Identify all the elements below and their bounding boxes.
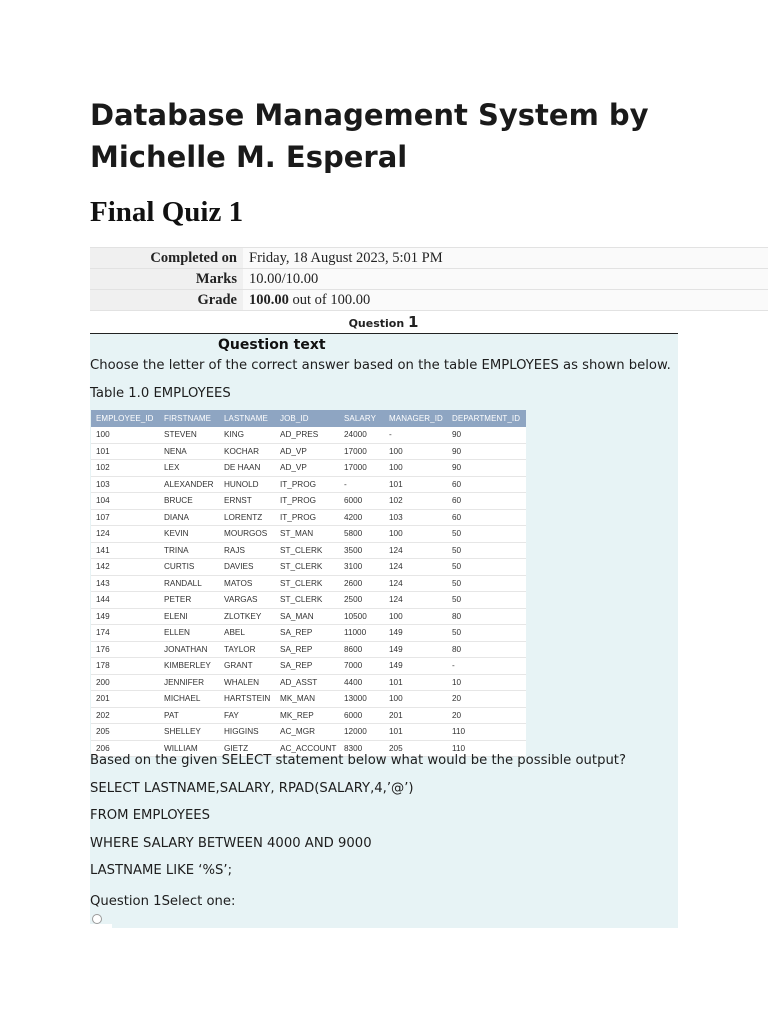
table-cell: 90 — [447, 427, 526, 443]
table-cell: 100 — [384, 460, 447, 477]
table-cell: ABEL — [219, 625, 275, 642]
employees-column-header: DEPARTMENT_ID — [447, 410, 526, 427]
table-cell: 17000 — [339, 443, 384, 460]
table-cell: LEX — [159, 460, 219, 477]
table-cell: 201 — [91, 691, 159, 708]
table-cell: ST_MAN — [275, 526, 339, 543]
table-cell: 2500 — [339, 592, 384, 609]
table-cell: ELENI — [159, 608, 219, 625]
table-cell: HARTSTEIN — [219, 691, 275, 708]
table-cell: 11000 — [339, 625, 384, 642]
table-cell: 90 — [447, 443, 526, 460]
table-cell: JONATHAN — [159, 641, 219, 658]
employees-column-header: MANAGER_ID — [384, 410, 447, 427]
table-cell: 107 — [91, 509, 159, 526]
employees-column-header: FIRSTNAME — [159, 410, 219, 427]
table-row — [91, 559, 526, 576]
sql-line: WHERE SALARY BETWEEN 4000 AND 9000 — [90, 836, 372, 851]
document-title: Database Management System by Michelle M. Esperal — [90, 98, 649, 174]
table-cell: 100 — [384, 526, 447, 543]
table-cell: MATOS — [219, 575, 275, 592]
sql-line: SELECT LASTNAME,SALARY, RPAD(SALARY,4,’@’) — [90, 781, 414, 796]
table-row — [91, 542, 526, 559]
table-cell: 124 — [384, 592, 447, 609]
table-cell: 24000 — [339, 427, 384, 443]
table-cell: MICHAEL — [159, 691, 219, 708]
table-cell: IT_PROG — [275, 509, 339, 526]
table-cell: 205 — [91, 724, 159, 741]
table-cell: ERNST — [219, 493, 275, 510]
table-cell: 3500 — [339, 542, 384, 559]
table-cell: WILLIAM — [159, 740, 219, 757]
table-cell: 174 — [91, 625, 159, 642]
table-cell: ZLOTKEY — [219, 608, 275, 625]
summary-label: Completed on — [90, 248, 243, 269]
table-cell: 17000 — [339, 460, 384, 477]
table-cell: ST_CLERK — [275, 542, 339, 559]
table-cell: 104 — [91, 493, 159, 510]
grade-total: out of 100.00 — [288, 291, 371, 308]
table-cell: 102 — [384, 493, 447, 510]
table-cell: GRANT — [219, 658, 275, 675]
table-cell: RAJS — [219, 542, 275, 559]
table-caption: Table 1.0 EMPLOYEES — [90, 386, 231, 401]
table-cell: 7000 — [339, 658, 384, 675]
table-cell: 201 — [384, 707, 447, 724]
table-cell: 124 — [384, 559, 447, 576]
table-cell: 202 — [91, 707, 159, 724]
table-cell: - — [384, 427, 447, 443]
table-row — [91, 707, 526, 724]
table-cell: 206 — [91, 740, 159, 757]
summary-value: 10.00/10.00 — [243, 269, 768, 290]
table-cell: PAT — [159, 707, 219, 724]
table-cell: 124 — [384, 542, 447, 559]
table-row — [91, 526, 526, 543]
table-cell: 10 — [447, 674, 526, 691]
table-row — [91, 509, 526, 526]
table-cell: 102 — [91, 460, 159, 477]
table-row — [91, 608, 526, 625]
table-cell: 8300 — [339, 740, 384, 757]
table-cell: ST_CLERK — [275, 575, 339, 592]
question-prompt: Based on the given SELECT statement below what would be the possible output? — [90, 753, 626, 768]
table-cell: 100 — [384, 443, 447, 460]
table-cell: DIANA — [159, 509, 219, 526]
table-cell: 2600 — [339, 575, 384, 592]
table-cell: ST_CLERK — [275, 559, 339, 576]
table-cell: 4200 — [339, 509, 384, 526]
table-row — [91, 460, 526, 477]
table-cell: SA_REP — [275, 658, 339, 675]
table-cell: 101 — [91, 443, 159, 460]
table-cell: 100 — [384, 608, 447, 625]
table-cell: 144 — [91, 592, 159, 609]
table-cell: MK_MAN — [275, 691, 339, 708]
table-cell: 60 — [447, 476, 526, 493]
table-row — [91, 592, 526, 609]
table-cell: 149 — [384, 658, 447, 675]
table-cell: IT_PROG — [275, 476, 339, 493]
select-one-label: Question 1Select one: — [90, 894, 236, 909]
table-row — [91, 476, 526, 493]
table-cell: AD_ASST — [275, 674, 339, 691]
table-cell: KIMBERLEY — [159, 658, 219, 675]
table-cell: ELLEN — [159, 625, 219, 642]
table-cell: 101 — [384, 674, 447, 691]
employees-table — [91, 410, 526, 757]
table-row — [91, 575, 526, 592]
table-cell: 178 — [91, 658, 159, 675]
table-row — [91, 493, 526, 510]
table-cell: 20 — [447, 691, 526, 708]
table-cell: 3100 — [339, 559, 384, 576]
table-row — [91, 658, 526, 675]
table-cell: ST_CLERK — [275, 592, 339, 609]
table-cell: 110 — [447, 740, 526, 757]
table-cell: 90 — [447, 460, 526, 477]
table-cell: RANDALL — [159, 575, 219, 592]
table-cell: SHELLEY — [159, 724, 219, 741]
table-cell: 176 — [91, 641, 159, 658]
employees-column-header: SALARY — [339, 410, 384, 427]
table-cell: 103 — [384, 509, 447, 526]
table-cell: 60 — [447, 493, 526, 510]
table-cell: FAY — [219, 707, 275, 724]
sql-line: FROM EMPLOYEES — [90, 808, 210, 823]
table-cell: 205 — [384, 740, 447, 757]
employees-header-row — [91, 410, 526, 427]
table-cell: AD_VP — [275, 443, 339, 460]
employees-column-header: JOB_ID — [275, 410, 339, 427]
table-cell: AD_PRES — [275, 427, 339, 443]
table-cell: 103 — [91, 476, 159, 493]
table-cell: MOURGOS — [219, 526, 275, 543]
table-cell: CURTIS — [159, 559, 219, 576]
table-row — [91, 674, 526, 691]
table-cell: NENA — [159, 443, 219, 460]
question-number-label — [90, 313, 677, 331]
table-cell: 6000 — [339, 493, 384, 510]
summary-row-completed — [90, 248, 768, 269]
quiz-summary-table — [90, 247, 768, 311]
summary-value: Friday, 18 August 2023, 5:01 PM — [243, 248, 768, 269]
table-cell: TRINA — [159, 542, 219, 559]
table-cell: 50 — [447, 575, 526, 592]
summary-label: Grade — [90, 290, 243, 311]
table-row — [91, 691, 526, 708]
table-cell: AD_VP — [275, 460, 339, 477]
employees-column-header: LASTNAME — [219, 410, 275, 427]
table-cell: PETER — [159, 592, 219, 609]
table-cell: 4400 — [339, 674, 384, 691]
table-cell: JENNIFER — [159, 674, 219, 691]
table-cell: KEVIN — [159, 526, 219, 543]
grade-score: 100.00 — [249, 291, 289, 308]
answer-radio-button[interactable] — [92, 914, 102, 924]
table-cell: 124 — [91, 526, 159, 543]
table-cell: IT_PROG — [275, 493, 339, 510]
question-text-heading: Question text — [218, 337, 326, 353]
table-cell: 149 — [91, 608, 159, 625]
table-row — [91, 443, 526, 460]
table-cell: 124 — [384, 575, 447, 592]
table-cell: MK_REP — [275, 707, 339, 724]
table-cell: 80 — [447, 641, 526, 658]
table-cell: 80 — [447, 608, 526, 625]
table-cell: KOCHAR — [219, 443, 275, 460]
table-cell: TAYLOR — [219, 641, 275, 658]
table-cell: GIETZ — [219, 740, 275, 757]
table-cell: KING — [219, 427, 275, 443]
table-cell: STEVEN — [159, 427, 219, 443]
table-cell: 10500 — [339, 608, 384, 625]
table-row — [91, 625, 526, 642]
question-number: 1 — [408, 313, 419, 331]
table-cell: SA_REP — [275, 625, 339, 642]
table-cell: - — [339, 476, 384, 493]
table-cell: 110 — [447, 724, 526, 741]
table-row — [91, 641, 526, 658]
summary-row-marks — [90, 269, 768, 290]
table-cell: - — [447, 658, 526, 675]
sql-line: LASTNAME LIKE ‘%S’; — [90, 863, 233, 878]
table-cell: 149 — [384, 625, 447, 642]
summary-value — [243, 290, 768, 311]
table-cell: 5800 — [339, 526, 384, 543]
table-cell: 143 — [91, 575, 159, 592]
table-cell: ALEXANDER — [159, 476, 219, 493]
question-label-prefix: Question — [348, 317, 408, 330]
table-cell: AC_MGR — [275, 724, 339, 741]
table-cell: 8600 — [339, 641, 384, 658]
table-cell: WHALEN — [219, 674, 275, 691]
table-cell: VARGAS — [219, 592, 275, 609]
table-cell: 50 — [447, 542, 526, 559]
employees-body — [91, 427, 526, 757]
table-cell: 13000 — [339, 691, 384, 708]
page-edge-whitespace — [90, 924, 112, 928]
table-cell: 6000 — [339, 707, 384, 724]
table-cell: HUNOLD — [219, 476, 275, 493]
table-cell: AC_ACCOUNT — [275, 740, 339, 757]
summary-label: Marks — [90, 269, 243, 290]
table-row — [91, 724, 526, 741]
table-cell: 101 — [384, 724, 447, 741]
employees-column-header: EMPLOYEE_ID — [91, 410, 159, 427]
table-cell: 142 — [91, 559, 159, 576]
table-cell: 50 — [447, 526, 526, 543]
table-cell: DE HAAN — [219, 460, 275, 477]
table-cell: DAVIES — [219, 559, 275, 576]
table-cell: SA_MAN — [275, 608, 339, 625]
summary-row-grade — [90, 290, 768, 311]
table-cell: 50 — [447, 559, 526, 576]
table-cell: 141 — [91, 542, 159, 559]
table-cell: LORENTZ — [219, 509, 275, 526]
table-cell: 50 — [447, 592, 526, 609]
table-cell: 20 — [447, 707, 526, 724]
table-cell: HIGGINS — [219, 724, 275, 741]
table-row — [91, 427, 526, 443]
table-cell: 200 — [91, 674, 159, 691]
table-cell: 100 — [91, 427, 159, 443]
table-cell: SA_REP — [275, 641, 339, 658]
table-cell: 100 — [384, 691, 447, 708]
table-cell: 50 — [447, 625, 526, 642]
table-cell: 60 — [447, 509, 526, 526]
table-cell: BRUCE — [159, 493, 219, 510]
quiz-title: Final Quiz 1 — [90, 196, 244, 228]
table-cell: 12000 — [339, 724, 384, 741]
question-instruction: Choose the letter of the correct answer based on the table EMPLOYEES as shown below. — [90, 358, 671, 373]
table-cell: 149 — [384, 641, 447, 658]
table-cell: 101 — [384, 476, 447, 493]
